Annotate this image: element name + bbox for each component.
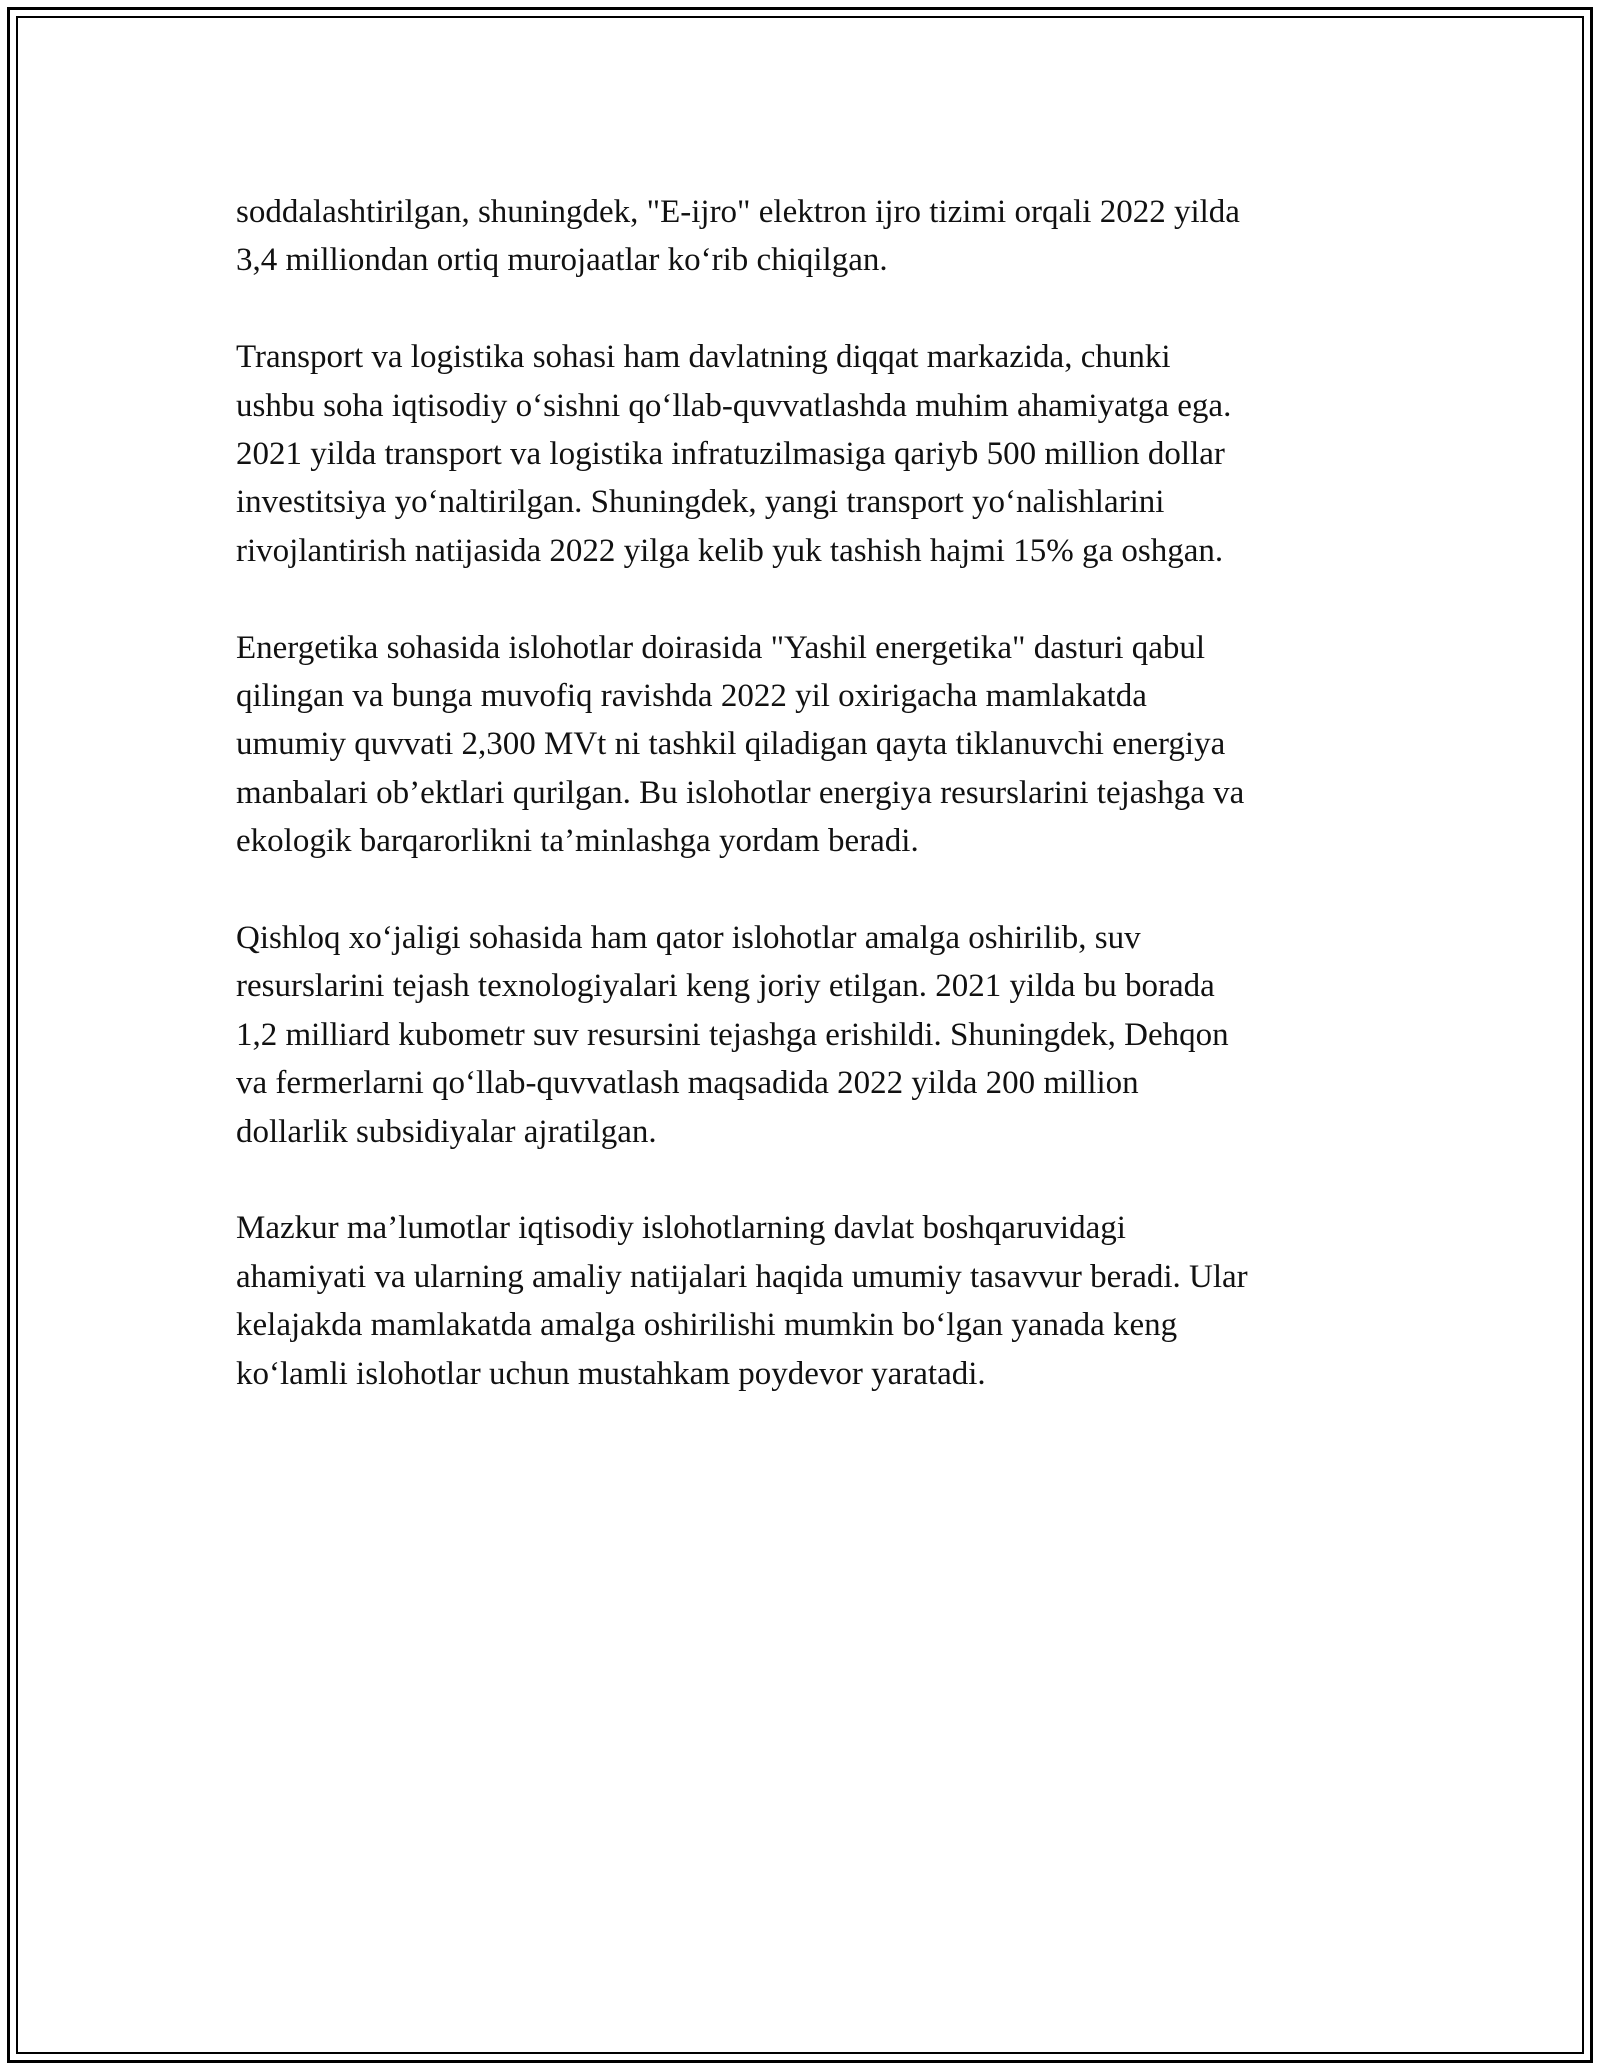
text-line: 1,2 milliard kubometr suv resursini tejashga erishildi. Shuningdek, Dehqon	[236, 1016, 1229, 1053]
text-line: ushbu soha iqtisodiy oʻsishni qoʻllab-quvvatlashda muhim ahamiyatga ega.	[236, 387, 1232, 424]
paragraph-energetika	[236, 624, 1376, 866]
text-line: dollarlik subsidiyalar ajratilgan.	[236, 1113, 657, 1150]
text-line: kelajakda mamlakatda amalga oshirilishi mumkin boʻlgan yanada keng	[236, 1307, 1178, 1344]
text-line: 3,4 milliondan ortiq murojaatlar koʻrib chiqilgan.	[236, 242, 888, 279]
text-line: va fermerlarni qoʻllab-quvvatlash maqsadida 2022 yilda 200 million	[236, 1065, 1139, 1102]
text-line: qilingan va bunga muvofiq ravishda 2022 yil oxirigacha mamlakatda	[236, 678, 1147, 715]
text-line: Mazkur ma’lumotlar iqtisodiy islohotlarning davlat boshqaruvidagi	[236, 1210, 1126, 1247]
text-line: 2021 yilda transport va logistika infratuzilmasiga qariyb 500 million dollar	[236, 436, 1225, 473]
text-line: manbalari ob’ektlari qurilgan. Bu islohotlar energiya resurslarini tejashga va	[236, 774, 1245, 811]
text-line: koʻlamli islohotlar uchun mustahkam poydevor yaratadi.	[236, 1355, 986, 1392]
text-line: Transport va logistika sohasi ham davlatning diqqat markazida, chunki	[236, 339, 1171, 376]
text-line: investitsiya yoʻnaltirilgan. Shuningdek, yangi transport yoʻnalishlarini	[236, 484, 1165, 521]
paragraph-e-ijro	[236, 188, 1376, 285]
text-line: ahamiyati va ularning amaliy natijalari haqida umumiy tasavvur beradi. Ular	[236, 1258, 1248, 1295]
text-line: soddalashtirilgan, shuningdek, "E-ijro" elektron ijro tizimi orqali 2022 yilda	[236, 194, 1240, 230]
text-line: resurslarini tejash texnologiyalari keng joriy etilgan. 2021 yilda bu borada	[236, 968, 1215, 1005]
text-line: Energetika sohasida islohotlar doirasida "Yashil energetika" dasturi qabul	[236, 629, 1206, 666]
paragraph-qishloq-xojaligi	[236, 914, 1376, 1156]
document-body	[236, 188, 1376, 1446]
text-line: rivojlantirish natijasida 2022 yilga kelib yuk tashish hajmi 15% ga oshgan.	[236, 532, 1224, 569]
text-line: Qishloq xoʻjaligi sohasida ham qator islohotlar amalga oshirilib, suv	[236, 920, 1141, 957]
text-line: umumiy quvvati 2,300 MVt ni tashkil qiladigan qayta tiklanuvchi energiya	[236, 726, 1226, 763]
paragraph-transport	[236, 333, 1376, 575]
text-line: ekologik barqarorlikni ta’minlashga yordam beradi.	[236, 823, 919, 860]
paragraph-xulosa	[236, 1204, 1376, 1398]
